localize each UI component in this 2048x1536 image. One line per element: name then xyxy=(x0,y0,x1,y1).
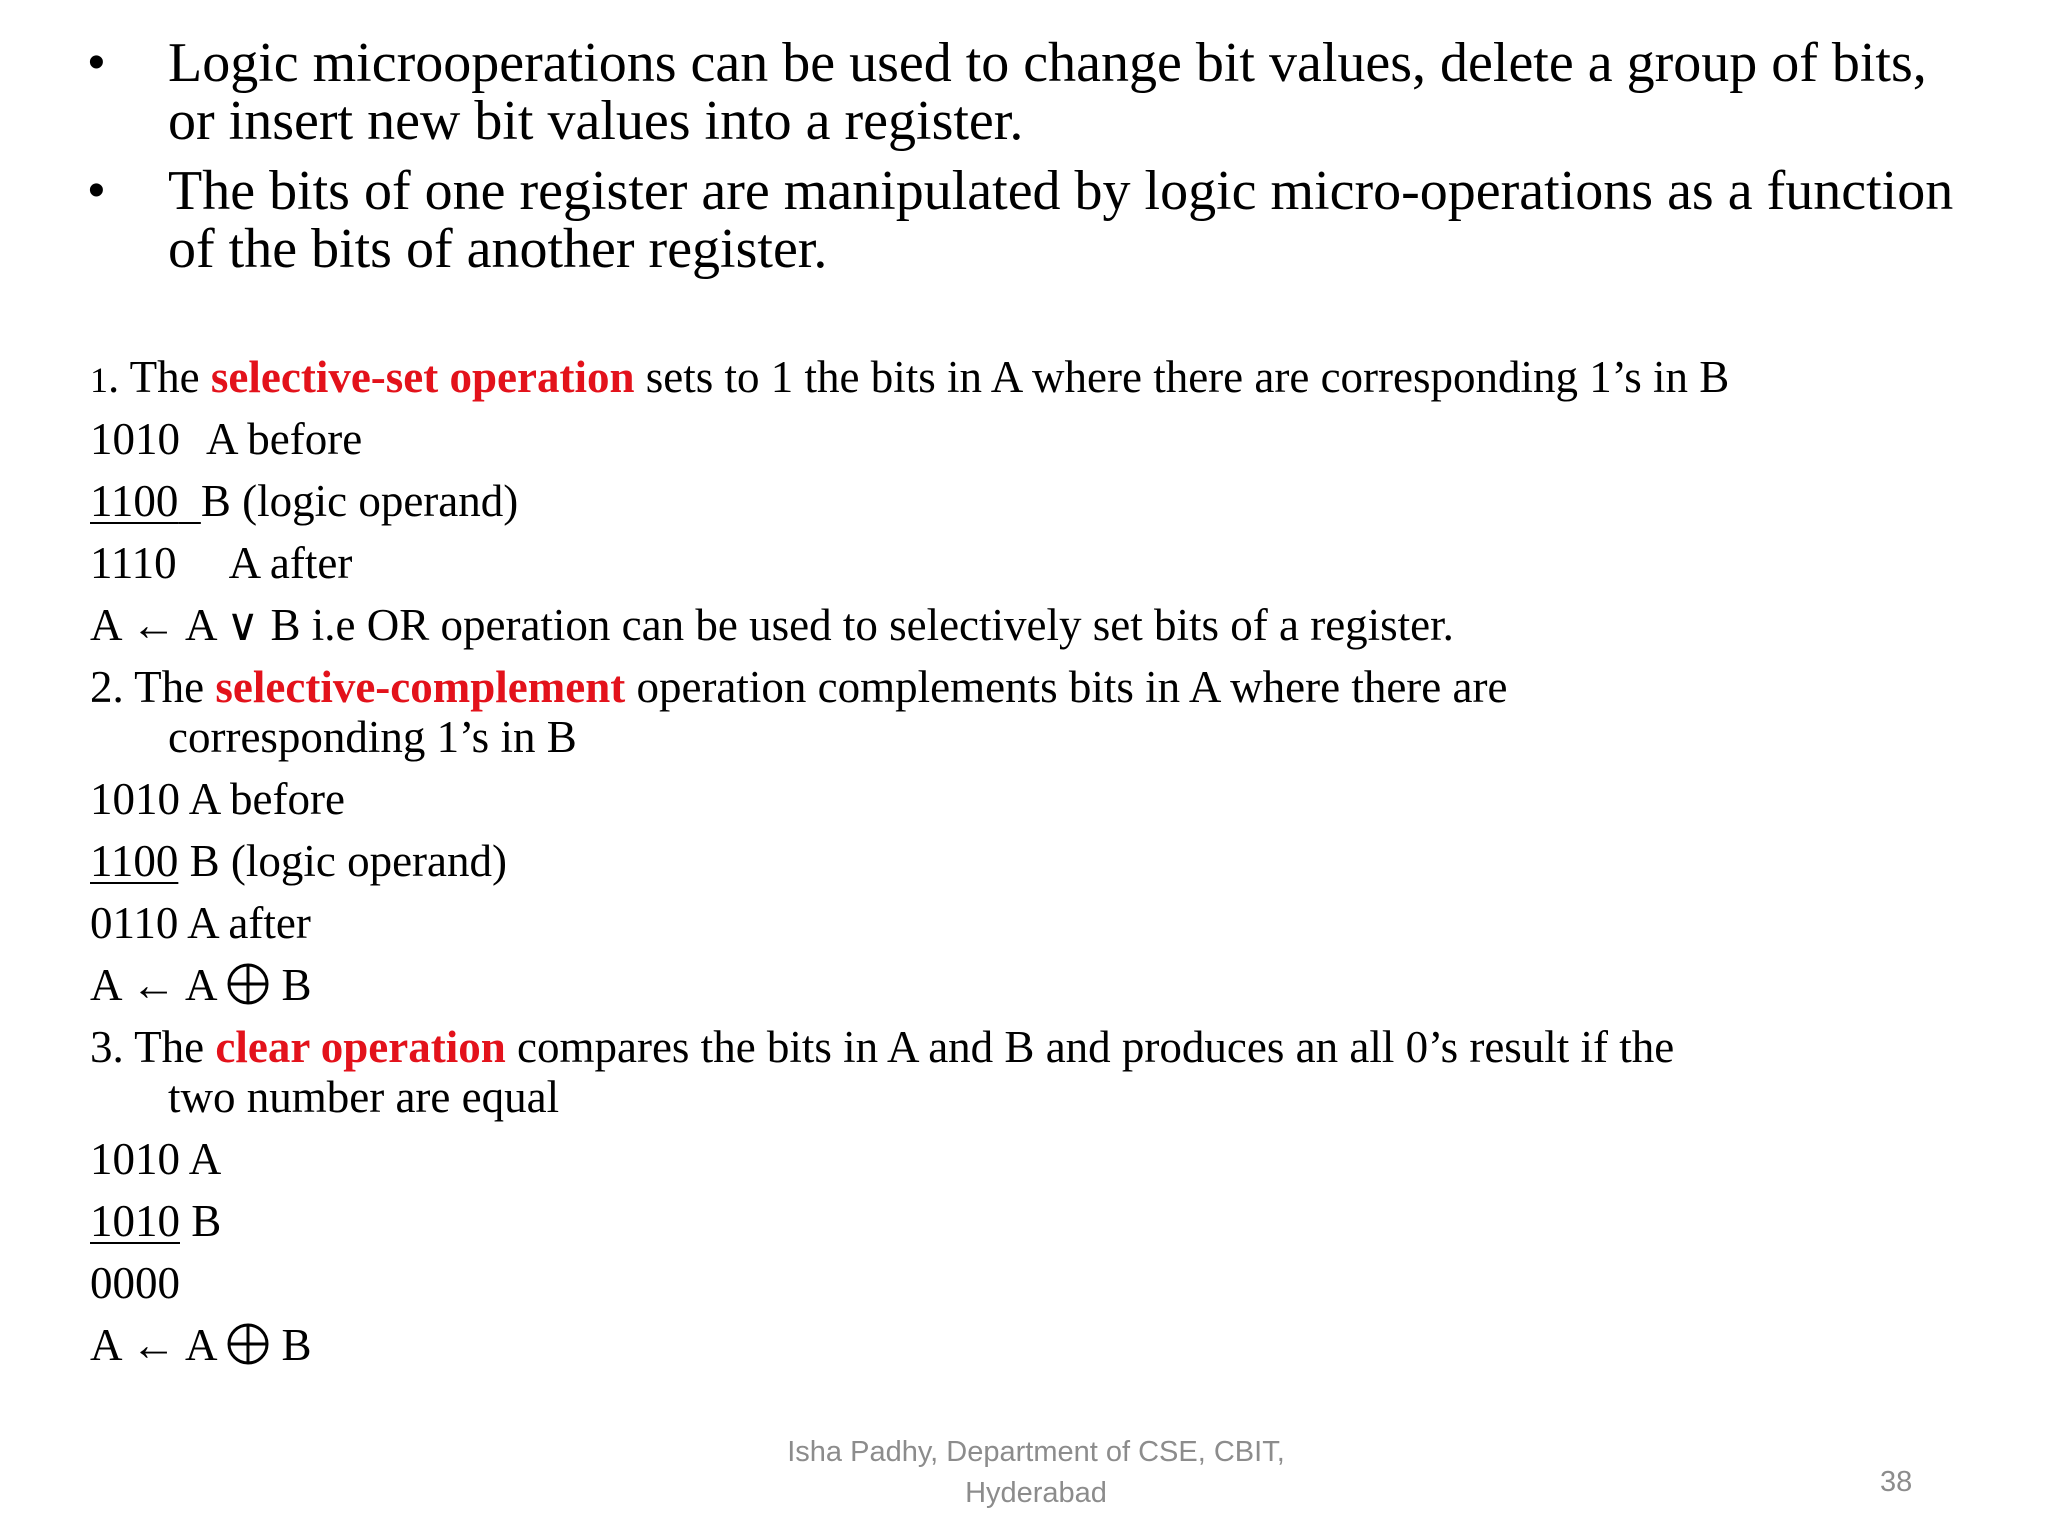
bits-label: B xyxy=(191,1196,222,1246)
footer-line: Hyderabad xyxy=(965,1477,1107,1509)
bullet-text: Logic microoperations can be used to change bit values, delete a group of bits, or insert new bit values into a register. xyxy=(168,32,1927,152)
bits-value: 0110 xyxy=(90,898,179,948)
bits-value: 1010 xyxy=(90,1196,180,1246)
formula-line: A ← A B xyxy=(90,960,312,1010)
bit-row xyxy=(90,1190,2000,1252)
selective-set-heading: 1. The selective-set operation sets to 1 the bits in A where there are corresponding 1’s in B xyxy=(90,352,1730,402)
page-number: 38 xyxy=(1880,1466,1913,1498)
selective-complement-term: selective-complement xyxy=(215,662,626,712)
clear-heading: 3. The clear operation compares the bits in A and B and produces an all 0’s result if the two number are equal xyxy=(90,1022,1675,1122)
bits-label: B (logic operand) xyxy=(189,836,507,886)
selective-complement-heading: 2. The selective-complement operation complements bits in A where there are corresponding 1’s in B xyxy=(90,662,1508,762)
bullet-dot: • xyxy=(88,164,105,217)
bits-label: B (logic operand) xyxy=(200,476,519,526)
bits-label: A before xyxy=(206,414,363,464)
bit-row xyxy=(90,830,2000,892)
bullet-text: The bits of one register are manipulated by logic micro-operations as a function of the bits of another register. xyxy=(168,160,1954,280)
slide-body xyxy=(90,346,2000,1376)
bits-label: A before xyxy=(188,774,345,824)
bit-row xyxy=(90,1252,2000,1314)
bits-label: A xyxy=(188,1134,222,1184)
bullet-dot: • xyxy=(88,36,105,89)
bit-row xyxy=(90,532,2000,594)
bit-row xyxy=(90,408,2000,470)
formula: A ← A ∨ B xyxy=(90,600,301,650)
formula-line: A ← A ∨ B i.e OR operation can be used to selectively set bits of a register. xyxy=(90,600,1454,650)
bits-value: 1100 xyxy=(90,836,179,886)
bit-row xyxy=(90,1128,2000,1190)
bits-label: A after xyxy=(187,898,311,948)
bits-value: 1100 xyxy=(90,476,179,526)
clear-term: clear operation xyxy=(215,1022,506,1072)
selective-set-term: selective-set operation xyxy=(210,352,635,402)
bullet-list xyxy=(80,34,1980,290)
bits-value: 1110 xyxy=(90,538,177,588)
slide-footer xyxy=(736,1432,1336,1514)
bit-row xyxy=(90,470,2000,532)
footer-line: Isha Padhy, Department of CSE, CBIT, xyxy=(787,1436,1285,1468)
formula-line: A ← A B xyxy=(90,1320,312,1370)
bit-row xyxy=(90,892,2000,954)
bullet-item xyxy=(80,34,1980,150)
bit-row xyxy=(90,768,2000,830)
bits-value: 1010 xyxy=(90,774,180,824)
bits-value: 0000 xyxy=(90,1258,180,1308)
bullet-item xyxy=(80,162,1980,278)
xor-icon xyxy=(226,962,270,1006)
bits-value: 1010 xyxy=(90,1134,180,1184)
bits-value: 1010 xyxy=(90,414,180,464)
xor-icon xyxy=(226,1322,270,1366)
bits-label: A after xyxy=(228,538,353,588)
